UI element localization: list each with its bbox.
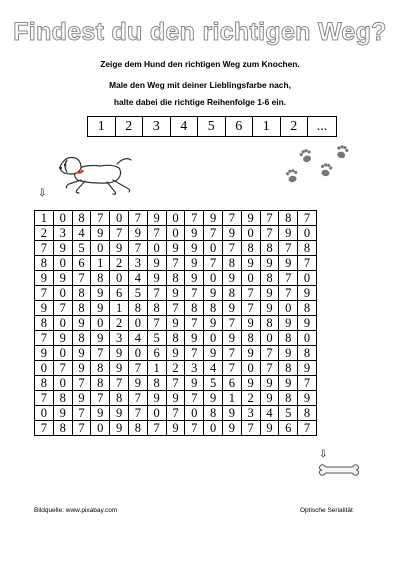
- grid-cell[interactable]: 7: [185, 211, 204, 226]
- grid-cell[interactable]: 8: [204, 406, 223, 421]
- grid-cell[interactable]: 8: [35, 256, 54, 271]
- grid-cell[interactable]: 8: [279, 391, 298, 406]
- grid-cell[interactable]: 9: [91, 301, 110, 316]
- grid-cell[interactable]: 7: [35, 391, 54, 406]
- grid-cell[interactable]: 7: [72, 271, 91, 286]
- grid-row: [35, 256, 317, 271]
- grid-cell[interactable]: 9: [72, 316, 91, 331]
- grid-cell[interactable]: 6: [110, 286, 129, 301]
- grid-cell[interactable]: 9: [91, 286, 110, 301]
- grid-row: [35, 286, 317, 301]
- grid-cell[interactable]: 7: [222, 346, 241, 361]
- grid-cell[interactable]: 8: [298, 346, 317, 361]
- grid-cell[interactable]: 7: [91, 211, 110, 226]
- grid-cell[interactable]: 0: [204, 421, 223, 436]
- grid-row: [35, 331, 317, 346]
- grid-cell[interactable]: 8: [241, 331, 260, 346]
- grid-cell[interactable]: 8: [166, 271, 185, 286]
- grid-cell[interactable]: 7: [260, 361, 279, 376]
- end-arrow-icon: ⇩: [319, 449, 328, 460]
- grid-cell[interactable]: 0: [110, 211, 129, 226]
- grid-cell[interactable]: 9: [241, 316, 260, 331]
- grid-cell[interactable]: 7: [298, 421, 317, 436]
- grid-cell[interactable]: 9: [260, 301, 279, 316]
- grid-cell[interactable]: 5: [279, 406, 298, 421]
- dog-icon: [55, 150, 140, 198]
- sequence-item: 3: [143, 117, 171, 136]
- grid-cell[interactable]: 7: [35, 286, 54, 301]
- grid-cell[interactable]: 7: [222, 241, 241, 256]
- grid-cell[interactable]: 9: [241, 256, 260, 271]
- grid-cell[interactable]: 7: [185, 316, 204, 331]
- start-arrow-icon: ⇩: [38, 188, 47, 199]
- grid-cell[interactable]: 9: [279, 226, 298, 241]
- grid-cell[interactable]: 9: [185, 226, 204, 241]
- grid-cell[interactable]: 7: [185, 346, 204, 361]
- grid-cell[interactable]: 7: [185, 286, 204, 301]
- grid-cell[interactable]: 9: [53, 271, 72, 286]
- grid-cell[interactable]: 9: [298, 361, 317, 376]
- grid-cell[interactable]: 9: [222, 226, 241, 241]
- grid-cell[interactable]: 0: [147, 406, 166, 421]
- grid-cell[interactable]: 7: [279, 286, 298, 301]
- grid-cell[interactable]: 7: [166, 376, 185, 391]
- grid-cell[interactable]: 0: [241, 226, 260, 241]
- grid-cell[interactable]: 8: [35, 376, 54, 391]
- sequence-box: [87, 116, 337, 137]
- grid-cell[interactable]: 7: [72, 376, 91, 391]
- grid-cell[interactable]: 9: [128, 226, 147, 241]
- grid-cell[interactable]: 7: [260, 346, 279, 361]
- grid-cell[interactable]: 9: [185, 241, 204, 256]
- grid-cell[interactable]: 8: [279, 211, 298, 226]
- grid-cell[interactable]: 8: [260, 316, 279, 331]
- grid-cell[interactable]: 0: [91, 421, 110, 436]
- grid-cell[interactable]: 9: [110, 421, 129, 436]
- grid-cell[interactable]: 9: [91, 331, 110, 346]
- grid-cell[interactable]: 7: [166, 406, 185, 421]
- grid-cell[interactable]: 3: [128, 256, 147, 271]
- grid-cell[interactable]: 2: [166, 361, 185, 376]
- grid-cell[interactable]: 7: [298, 256, 317, 271]
- grid-cell[interactable]: 1: [35, 211, 54, 226]
- grid-cell[interactable]: 4: [260, 406, 279, 421]
- grid-cell[interactable]: 0: [53, 286, 72, 301]
- grid-cell[interactable]: 2: [35, 226, 54, 241]
- grid-cell[interactable]: 4: [72, 226, 91, 241]
- grid-cell[interactable]: 9: [35, 271, 54, 286]
- grid-cell[interactable]: 9: [147, 271, 166, 286]
- grid-cell[interactable]: 9: [279, 376, 298, 391]
- grid-cell[interactable]: 5: [128, 286, 147, 301]
- grid-cell[interactable]: 7: [53, 301, 72, 316]
- grid-cell[interactable]: 8: [279, 361, 298, 376]
- grid-cell[interactable]: 9: [110, 406, 129, 421]
- grid-cell[interactable]: 7: [185, 421, 204, 436]
- grid-cell[interactable]: 0: [147, 241, 166, 256]
- sequence-item: ...: [316, 118, 328, 134]
- grid-cell[interactable]: 8: [260, 241, 279, 256]
- paw-prints-icon: [280, 140, 360, 188]
- grid-cell[interactable]: 8: [91, 376, 110, 391]
- grid-cell[interactable]: 7: [166, 256, 185, 271]
- grid-cell[interactable]: 9: [204, 346, 223, 361]
- instruction-line-3: halte dabei die richtige Reihenfolge 1-6 ein.: [113, 97, 287, 107]
- grid-cell[interactable]: 8: [128, 301, 147, 316]
- grid-cell[interactable]: 7: [110, 226, 129, 241]
- grid-cell[interactable]: 7: [222, 316, 241, 331]
- grid-cell[interactable]: 7: [260, 226, 279, 241]
- grid-cell[interactable]: 8: [147, 301, 166, 316]
- grid-cell[interactable]: 9: [147, 211, 166, 226]
- grid-cell[interactable]: 0: [53, 211, 72, 226]
- grid-cell[interactable]: 8: [35, 316, 54, 331]
- grid-row: [35, 361, 317, 376]
- grid-cell[interactable]: 7: [241, 301, 260, 316]
- grid-cell[interactable]: 9: [222, 406, 241, 421]
- sequence-item: 5: [198, 117, 226, 136]
- grid-cell[interactable]: 0: [279, 301, 298, 316]
- grid-cell[interactable]: 9: [110, 241, 129, 256]
- grid-cell[interactable]: 7: [128, 241, 147, 256]
- grid-cell[interactable]: 8: [241, 241, 260, 256]
- grid-cell[interactable]: 0: [128, 346, 147, 361]
- grid-cell[interactable]: 8: [53, 421, 72, 436]
- grid-cell[interactable]: 9: [147, 391, 166, 406]
- grid-cell[interactable]: 8: [298, 301, 317, 316]
- grid-cell[interactable]: 3: [185, 361, 204, 376]
- grid-cell[interactable]: 8: [222, 286, 241, 301]
- grid-cell[interactable]: 8: [91, 361, 110, 376]
- grid-cell[interactable]: 0: [204, 331, 223, 346]
- grid-cell[interactable]: 8: [72, 211, 91, 226]
- grid-cell[interactable]: 9: [110, 361, 129, 376]
- instruction-line-1: Zeige dem Hund den richtigen Weg zum Knochen.: [100, 59, 300, 69]
- grid-cell[interactable]: 9: [166, 391, 185, 406]
- grid-cell[interactable]: 8: [204, 301, 223, 316]
- grid-cell[interactable]: 7: [128, 391, 147, 406]
- grid-cell[interactable]: 9: [110, 346, 129, 361]
- grid-cell[interactable]: 9: [72, 361, 91, 376]
- grid-row: [35, 391, 317, 406]
- grid-cell[interactable]: 9: [222, 331, 241, 346]
- grid-cell[interactable]: 7: [204, 226, 223, 241]
- grid-cell[interactable]: 0: [128, 316, 147, 331]
- grid-cell[interactable]: 0: [110, 271, 129, 286]
- grid-cell[interactable]: 2: [110, 316, 129, 331]
- grid-cell[interactable]: 9: [260, 391, 279, 406]
- grid-row: [35, 406, 317, 421]
- grid-cell[interactable]: 7: [53, 361, 72, 376]
- grid-cell[interactable]: 9: [35, 301, 54, 316]
- grid-row: [35, 241, 317, 256]
- grid-cell[interactable]: 7: [185, 391, 204, 406]
- grid-cell[interactable]: 7: [91, 391, 110, 406]
- grid-cell[interactable]: 9: [91, 226, 110, 241]
- grid-cell[interactable]: 0: [53, 346, 72, 361]
- grid-cell[interactable]: 8: [260, 271, 279, 286]
- grid-cell[interactable]: 4: [128, 271, 147, 286]
- sequence-item: 6: [226, 117, 254, 136]
- grid-cell[interactable]: 9: [166, 241, 185, 256]
- sequence-item: 1: [253, 117, 281, 136]
- grid-cell[interactable]: 9: [166, 316, 185, 331]
- grid-row: [35, 211, 317, 226]
- grid-cell[interactable]: 7: [35, 241, 54, 256]
- grid-cell[interactable]: 7: [72, 421, 91, 436]
- grid-cell[interactable]: 7: [91, 346, 110, 361]
- grid-cell[interactable]: 9: [35, 346, 54, 361]
- grid-row: [35, 301, 317, 316]
- grid-cell[interactable]: 0: [260, 331, 279, 346]
- grid-cell[interactable]: 8: [298, 241, 317, 256]
- grid-cell[interactable]: 9: [260, 376, 279, 391]
- sequence-item: 2: [281, 117, 309, 136]
- grid-cell[interactable]: 0: [35, 361, 54, 376]
- grid-cell[interactable]: 7: [298, 376, 317, 391]
- grid-row: [35, 346, 317, 361]
- grid-cell[interactable]: 9: [185, 271, 204, 286]
- grid-cell[interactable]: 9: [279, 346, 298, 361]
- number-grid: [34, 210, 317, 436]
- grid-cell[interactable]: 0: [91, 316, 110, 331]
- grid-cell[interactable]: 9: [298, 316, 317, 331]
- grid-cell[interactable]: 9: [279, 256, 298, 271]
- grid-cell[interactable]: 5: [204, 376, 223, 391]
- grid-cell[interactable]: 0: [53, 376, 72, 391]
- grid-cell[interactable]: 9: [260, 256, 279, 271]
- grid-cell[interactable]: 7: [279, 271, 298, 286]
- grid-cell[interactable]: 3: [110, 331, 129, 346]
- grid-cell[interactable]: 6: [222, 376, 241, 391]
- grid-cell[interactable]: 0: [53, 316, 72, 331]
- grid-cell[interactable]: 2: [110, 256, 129, 271]
- grid-cell[interactable]: 0: [298, 331, 317, 346]
- grid-cell[interactable]: 7: [241, 286, 260, 301]
- grid-cell[interactable]: 9: [185, 376, 204, 391]
- grid-cell[interactable]: 8: [72, 301, 91, 316]
- grid-cell[interactable]: 4: [128, 331, 147, 346]
- grid-cell[interactable]: 9: [166, 286, 185, 301]
- grid-cell[interactable]: 0: [185, 406, 204, 421]
- grid-row: [35, 226, 317, 241]
- grid-cell[interactable]: 7: [72, 406, 91, 421]
- grid-cell[interactable]: 9: [53, 331, 72, 346]
- grid-cell[interactable]: 0: [166, 226, 185, 241]
- sequence-item: 1: [88, 117, 116, 136]
- grid-cell[interactable]: 8: [53, 391, 72, 406]
- grid-cell[interactable]: 9: [222, 301, 241, 316]
- grid-cell[interactable]: 9: [298, 286, 317, 301]
- grid-cell[interactable]: 2: [241, 391, 260, 406]
- grid-cell[interactable]: 6: [147, 346, 166, 361]
- grid-cell[interactable]: 9: [204, 286, 223, 301]
- grid-cell[interactable]: 7: [147, 226, 166, 241]
- footer-topic: Optische Serialität: [300, 507, 353, 514]
- grid-cell[interactable]: 3: [53, 226, 72, 241]
- grid-cell[interactable]: 0: [241, 361, 260, 376]
- grid-cell[interactable]: 7: [222, 361, 241, 376]
- grid-cell[interactable]: 7: [298, 211, 317, 226]
- sequence-item: 4: [171, 117, 199, 136]
- grid-cell[interactable]: 1: [222, 391, 241, 406]
- grid-cell[interactable]: 8: [185, 301, 204, 316]
- instruction-line-2: Male den Weg mit deiner Lieblingsfarbe nach,: [109, 80, 291, 90]
- page-title: Findest du den richtigen Weg?: [13, 18, 387, 46]
- grid-row: [35, 316, 317, 331]
- footer-source: Bildquelle: www.pixabay.com: [34, 507, 118, 514]
- grid-cell[interactable]: 9: [185, 256, 204, 271]
- sequence-item: 2: [116, 117, 144, 136]
- grid-cell[interactable]: 8: [166, 331, 185, 346]
- grid-cell[interactable]: 1: [91, 256, 110, 271]
- grid-cell[interactable]: 9: [222, 271, 241, 286]
- grid-cell[interactable]: 7: [241, 421, 260, 436]
- grid-cell[interactable]: 9: [204, 211, 223, 226]
- grid-cell[interactable]: 3: [241, 406, 260, 421]
- grid-cell[interactable]: 9: [147, 256, 166, 271]
- grid-cell[interactable]: 8: [279, 331, 298, 346]
- grid-cell[interactable]: 9: [166, 346, 185, 361]
- grid-cell[interactable]: 7: [35, 331, 54, 346]
- grid-cell[interactable]: 9: [72, 346, 91, 361]
- grid-cell[interactable]: 9: [166, 421, 185, 436]
- grid-cell[interactable]: 7: [147, 286, 166, 301]
- grid-cell[interactable]: 7: [166, 301, 185, 316]
- grid-cell[interactable]: 0: [91, 241, 110, 256]
- grid-cell[interactable]: 0: [166, 211, 185, 226]
- grid-cell[interactable]: 7: [279, 241, 298, 256]
- grid-cell[interactable]: 8: [128, 421, 147, 436]
- grid-cell[interactable]: 9: [241, 211, 260, 226]
- grid-cell[interactable]: 9: [53, 406, 72, 421]
- grid-cell[interactable]: 7: [128, 406, 147, 421]
- grid-cell[interactable]: 7: [128, 211, 147, 226]
- grid-cell[interactable]: 8: [72, 286, 91, 301]
- grid-cell[interactable]: 0: [35, 406, 54, 421]
- grid-cell[interactable]: 5: [72, 241, 91, 256]
- grid-row: [35, 271, 317, 286]
- grid-cell[interactable]: 9: [204, 391, 223, 406]
- grid-cell[interactable]: 9: [298, 391, 317, 406]
- grid-cell[interactable]: 9: [260, 421, 279, 436]
- grid-cell[interactable]: 9: [91, 406, 110, 421]
- grid-cell[interactable]: 9: [128, 376, 147, 391]
- grid-cell[interactable]: 1: [110, 301, 129, 316]
- grid-cell[interactable]: 9: [53, 241, 72, 256]
- grid-cell[interactable]: 9: [279, 316, 298, 331]
- grid-cell[interactable]: 8: [110, 391, 129, 406]
- grid-cell[interactable]: 8: [147, 376, 166, 391]
- grid-cell[interactable]: 6: [279, 421, 298, 436]
- grid-cell[interactable]: 5: [147, 331, 166, 346]
- grid-cell[interactable]: 0: [53, 256, 72, 271]
- grid-cell[interactable]: 8: [91, 271, 110, 286]
- grid-cell[interactable]: 7: [222, 211, 241, 226]
- grid-cell[interactable]: 9: [204, 316, 223, 331]
- grid-cell[interactable]: 0: [298, 271, 317, 286]
- grid-cell[interactable]: 0: [204, 241, 223, 256]
- grid-row: [35, 421, 317, 436]
- grid-cell[interactable]: 9: [241, 376, 260, 391]
- grid-cell[interactable]: 4: [204, 361, 223, 376]
- grid-cell[interactable]: 1: [147, 361, 166, 376]
- grid-cell[interactable]: 0: [298, 226, 317, 241]
- grid-cell[interactable]: 9: [241, 346, 260, 361]
- grid-cell[interactable]: 7: [204, 256, 223, 271]
- grid-cell[interactable]: 7: [147, 316, 166, 331]
- bone-icon: [318, 462, 360, 478]
- grid-cell[interactable]: 9: [260, 286, 279, 301]
- grid-cell[interactable]: 7: [35, 421, 54, 436]
- grid-cell[interactable]: 8: [222, 256, 241, 271]
- grid-cell[interactable]: 8: [298, 406, 317, 421]
- grid-cell[interactable]: 9: [72, 391, 91, 406]
- grid-cell[interactable]: 6: [72, 256, 91, 271]
- grid-cell[interactable]: 0: [241, 271, 260, 286]
- grid-cell[interactable]: 7: [128, 361, 147, 376]
- grid-cell[interactable]: 0: [204, 271, 223, 286]
- grid-cell[interactable]: 7: [147, 421, 166, 436]
- grid-cell[interactable]: 9: [222, 421, 241, 436]
- grid-cell[interactable]: 8: [72, 331, 91, 346]
- grid-row: [35, 376, 317, 391]
- grid-cell[interactable]: 7: [260, 211, 279, 226]
- grid-cell[interactable]: 9: [185, 331, 204, 346]
- grid-cell[interactable]: 7: [110, 376, 129, 391]
